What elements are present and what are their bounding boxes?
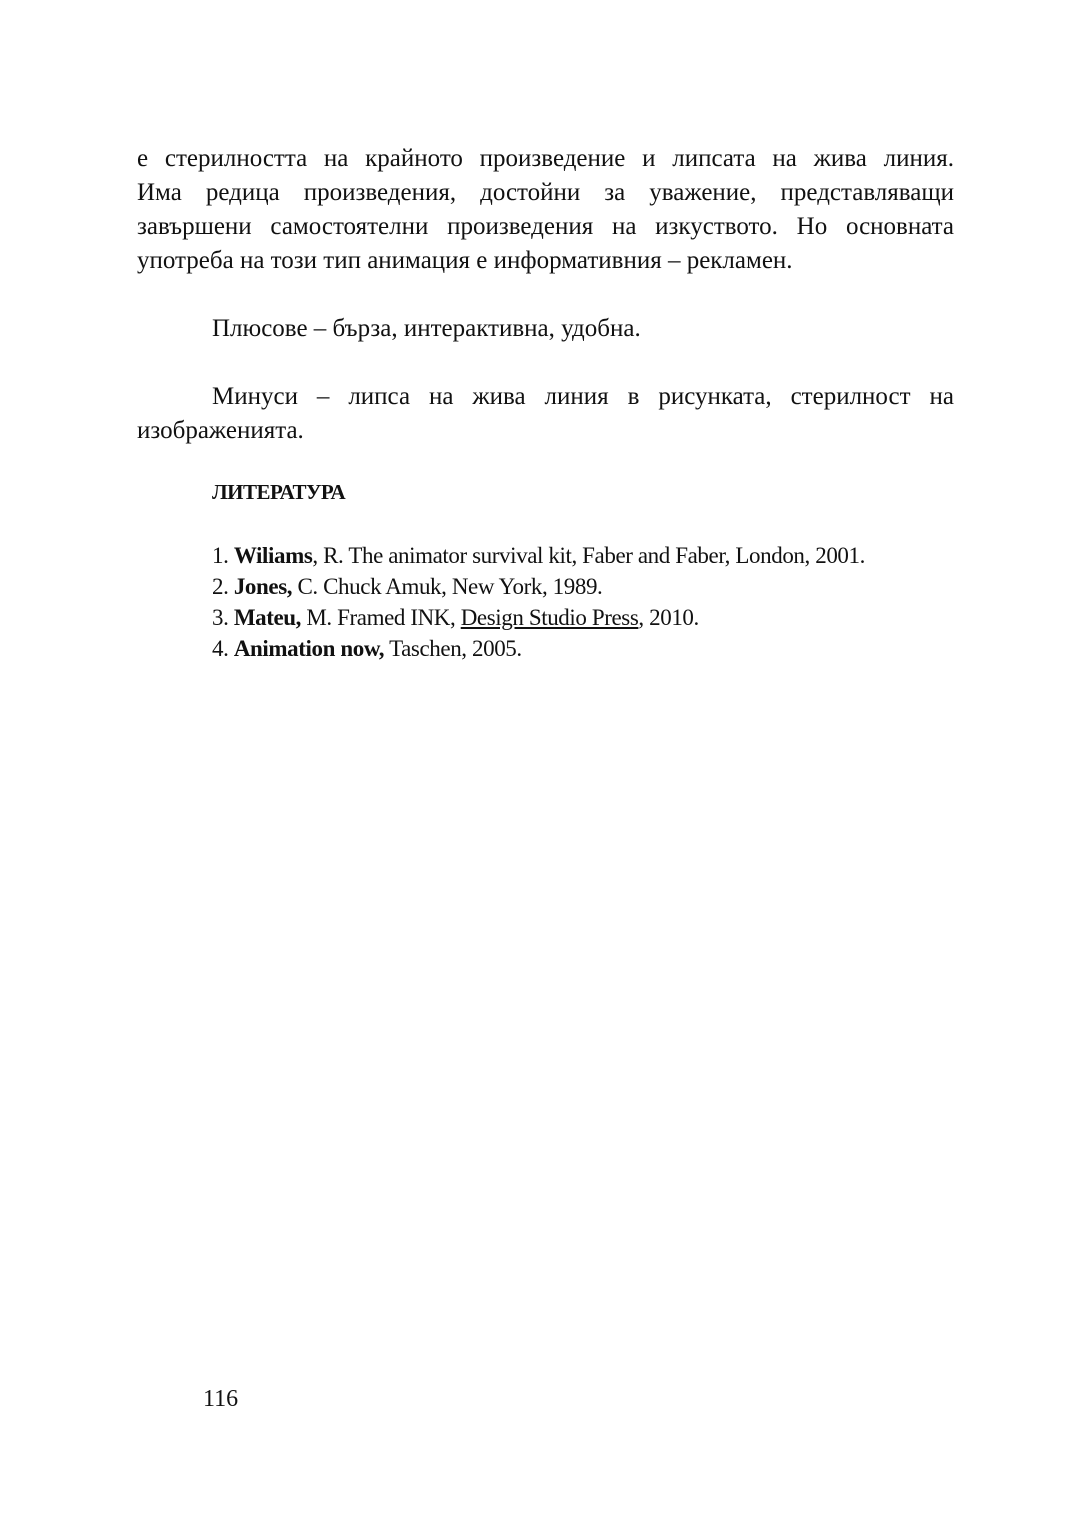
paragraph-line: завършени самостоятелни произведения на изкуството. Но основната <box>137 213 954 240</box>
paragraph-line: употреба на този тип анимация е информативния – рекламен. <box>137 247 793 274</box>
item-details: Taschen, 2005. <box>384 636 522 661</box>
bibliography-item <box>212 602 957 633</box>
paragraph-line: Има редица произведения, достойни за уважение, представляващи <box>137 179 954 206</box>
pros-text: Плюсове – бърза, интерактивна, удобна. <box>212 315 641 342</box>
item-number: 1. <box>212 543 234 568</box>
bibliography-item <box>212 540 957 571</box>
bibliography-list <box>212 540 957 664</box>
item-author: Wiliams <box>233 543 313 568</box>
item-author: Mateu, <box>233 605 302 630</box>
paragraph-cons <box>137 380 954 448</box>
item-title: Animation now, <box>233 636 385 661</box>
paragraph-sterility <box>137 142 954 278</box>
item-details: , R. The animator survival kit, Faber and Faber, London, 2001. <box>312 543 865 568</box>
bibliography-item <box>212 633 957 664</box>
item-number: 3. <box>212 605 234 630</box>
item-number: 4. <box>212 636 234 661</box>
paragraph-line: е стерилността на крайното произведение и липсата на жива линия. <box>137 145 954 172</box>
item-details: M. Framed INK, <box>301 605 461 630</box>
bibliography-item <box>212 571 957 602</box>
item-year: , 2010. <box>638 605 699 630</box>
cons-line: Минуси – липса на жива линия в рисунката, стерилност на <box>212 383 954 410</box>
cons-line: изображенията. <box>137 417 304 444</box>
item-details: C. Chuck Amuk, New York, 1989. <box>292 574 603 599</box>
bibliography-heading: ЛИТЕРАТУРА <box>212 480 346 504</box>
item-author: Jones, <box>233 574 293 599</box>
page-number: 116 <box>203 1386 239 1412</box>
item-number: 2. <box>212 574 234 599</box>
publisher-link[interactable]: Design Studio Press <box>460 605 639 630</box>
paragraph-pros <box>137 312 954 346</box>
